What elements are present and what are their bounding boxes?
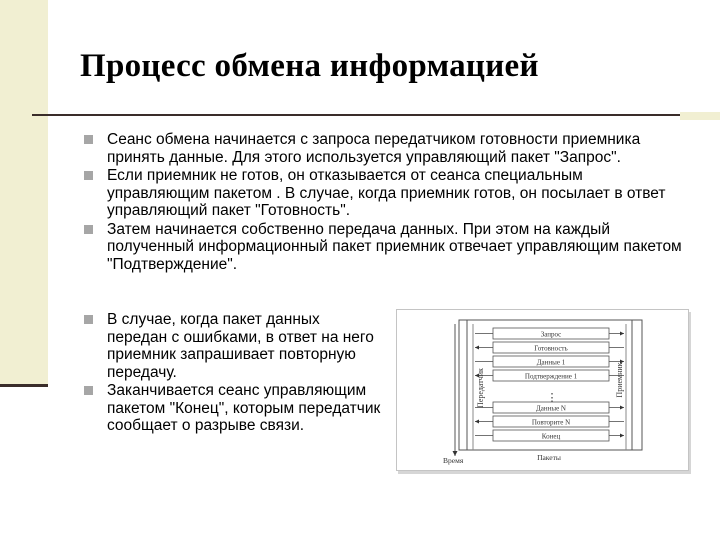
packet-label: Повторите N bbox=[531, 418, 571, 427]
packet-label: Готовность bbox=[534, 344, 568, 353]
bullet-list-bottom bbox=[82, 311, 382, 435]
time-label: Время bbox=[443, 456, 464, 465]
bullet-text: Заканчивается сеанс управляющим пакетом "Конец", которым передатчик сообщает о разрыве связи. bbox=[107, 382, 381, 434]
packet-exchange-diagram bbox=[396, 309, 689, 471]
square-bullet-icon bbox=[84, 225, 93, 234]
title-accent-bar bbox=[680, 112, 720, 120]
bullet-text: Затем начинается собственно передача данных. При этом на каждый полученный информационный пакет приемник отвечает управляющим пакетом "Подтверждение". bbox=[107, 220, 682, 273]
bullet-item bbox=[82, 221, 682, 274]
bullet-item bbox=[82, 131, 682, 166]
packet-label: Запрос bbox=[540, 330, 562, 339]
transmitter-label: Передатчик bbox=[476, 368, 485, 408]
packet-label: Конец bbox=[541, 432, 561, 441]
packet-label: Подтверждение 1 bbox=[524, 372, 578, 381]
bullet-item bbox=[82, 167, 682, 220]
diagram-svg bbox=[397, 310, 688, 470]
bullet-item bbox=[82, 311, 382, 381]
bullet-item bbox=[82, 382, 382, 435]
packet-label: Данные 1 bbox=[536, 358, 566, 367]
square-bullet-icon bbox=[84, 386, 93, 395]
packets-label: Пакеты bbox=[537, 453, 561, 462]
side-bar-divider bbox=[0, 384, 48, 387]
bullet-text: Если приемник не готов, он отказывается от сеанса специальным управляющим пакетом . В случае, когда приемник готов, он посылает в ответ управляющий пакет "Готовность". bbox=[107, 167, 666, 219]
receiver-label: Приемник bbox=[615, 362, 624, 398]
square-bullet-icon bbox=[84, 135, 93, 144]
square-bullet-icon bbox=[84, 315, 93, 324]
packets-group bbox=[475, 328, 624, 441]
bullet-text: В случае, когда пакет данных передан с ошибками, в ответ на него приемник запрашивает повторную передачу. bbox=[107, 311, 374, 381]
decorative-side-bar bbox=[0, 0, 48, 384]
bullet-text: Сеанс обмена начинается с запроса передатчиком готовности приемника принять данные. Для этого используется управляющий пакет "Запрос". bbox=[107, 131, 641, 166]
title-underline bbox=[32, 114, 680, 116]
packet-label: Данные N bbox=[536, 404, 566, 413]
slide-title: Процесс обмена информацией bbox=[80, 48, 539, 84]
square-bullet-icon bbox=[84, 171, 93, 180]
ellipsis-mark: ⋮ bbox=[546, 392, 558, 404]
bullet-list-top bbox=[82, 131, 682, 273]
